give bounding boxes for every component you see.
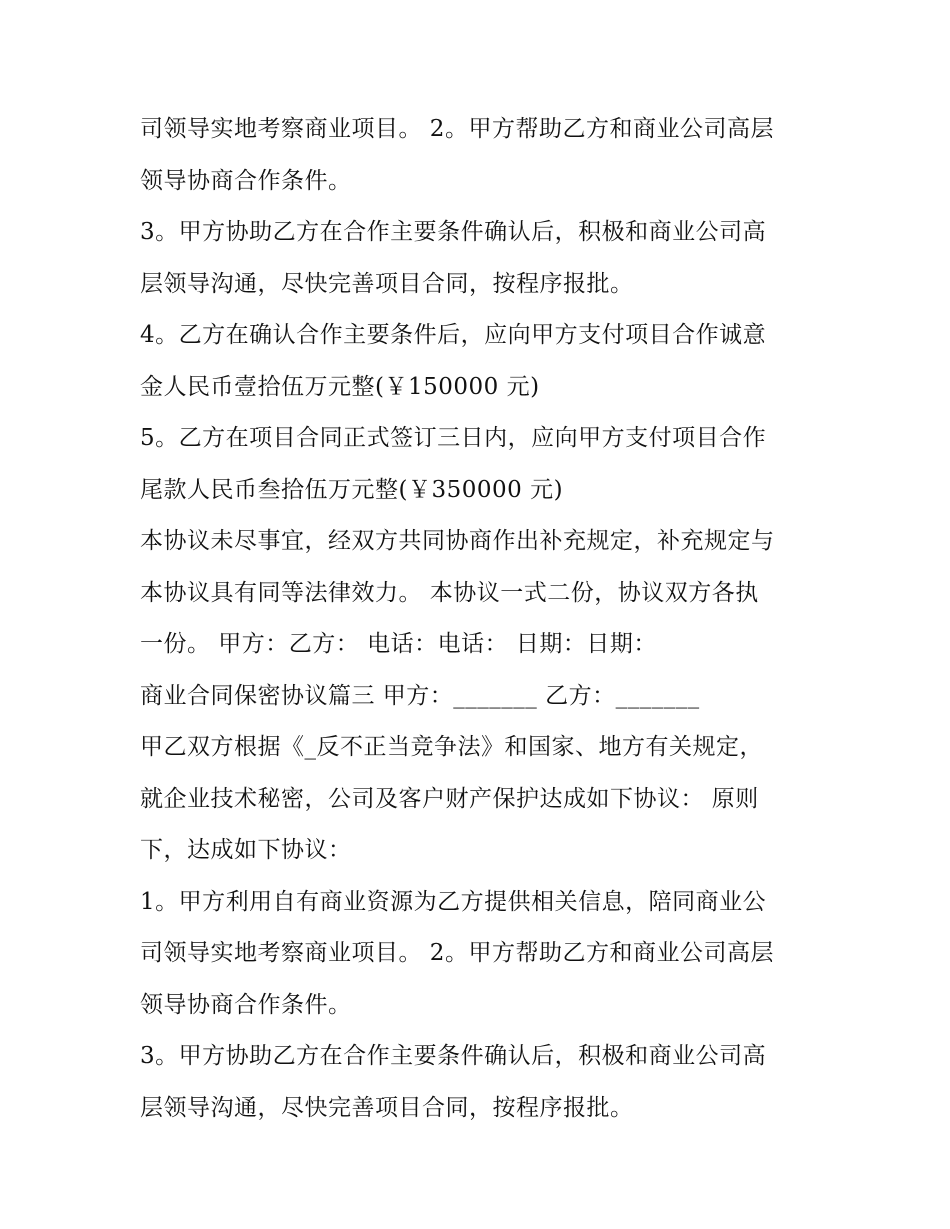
text-line: 1。甲方利用自有商业资源为乙方提供相关信息，陪同商业公 <box>140 888 767 915</box>
text-line: 司领导实地考察商业项目。 2。甲方帮助乙方和商业公司高层 <box>140 940 774 966</box>
text-line: 本协议具有同等法律效力。 本协议一式二份，协议双方各执 <box>140 579 759 606</box>
section-heading-line: 商业合同保密协议篇三 甲方：_______ 乙方：_______ <box>140 682 700 709</box>
text-line: 4。乙方在确认合作主要条件后，应向甲方支付项目合作诚意 <box>140 322 767 348</box>
text-line: 领导协商合作条件。 <box>140 991 352 1018</box>
document-body <box>140 104 830 1134</box>
text-line: 尾款人民币叁拾伍万元整(￥350000 元) <box>140 476 564 503</box>
text-line: 领导协商合作条件。 <box>140 167 352 194</box>
text-line: 就企业技术秘密，公司及客户财产保护达成如下协议： 原则 <box>140 785 759 812</box>
text-line: 金人民币壹拾伍万元整(￥150000 元) <box>140 373 540 400</box>
text-line: 3。甲方协助乙方在合作主要条件确认后，积极和商业公司高 <box>140 219 767 245</box>
text-line: 层领导沟通，尽快完善项目合同，按程序报批。 <box>140 270 634 297</box>
text-line: 司领导实地考察商业项目。 2。甲方帮助乙方和商业公司高层 <box>140 116 774 142</box>
text-line: 3。甲方协助乙方在合作主要条件确认后，积极和商业公司高 <box>140 1043 767 1069</box>
text-line: 本协议未尽事宜，经双方共同协商作出补充规定，补充规定与 <box>140 528 775 554</box>
text-line: 层领导沟通，尽快完善项目合同，按程序报批。 <box>140 1094 634 1121</box>
text-line: 一份。 甲方：乙方： 电话：电话： 日期：日期： <box>140 631 657 657</box>
text-line: 5。乙方在项目合同正式签订三日内，应向甲方支付项目合作 <box>140 425 767 451</box>
text-line: 下，达成如下协议： <box>140 837 352 863</box>
text-line: 甲乙双方根据《_反不正当竞争法》和国家、地方有关规定， <box>140 734 763 760</box>
